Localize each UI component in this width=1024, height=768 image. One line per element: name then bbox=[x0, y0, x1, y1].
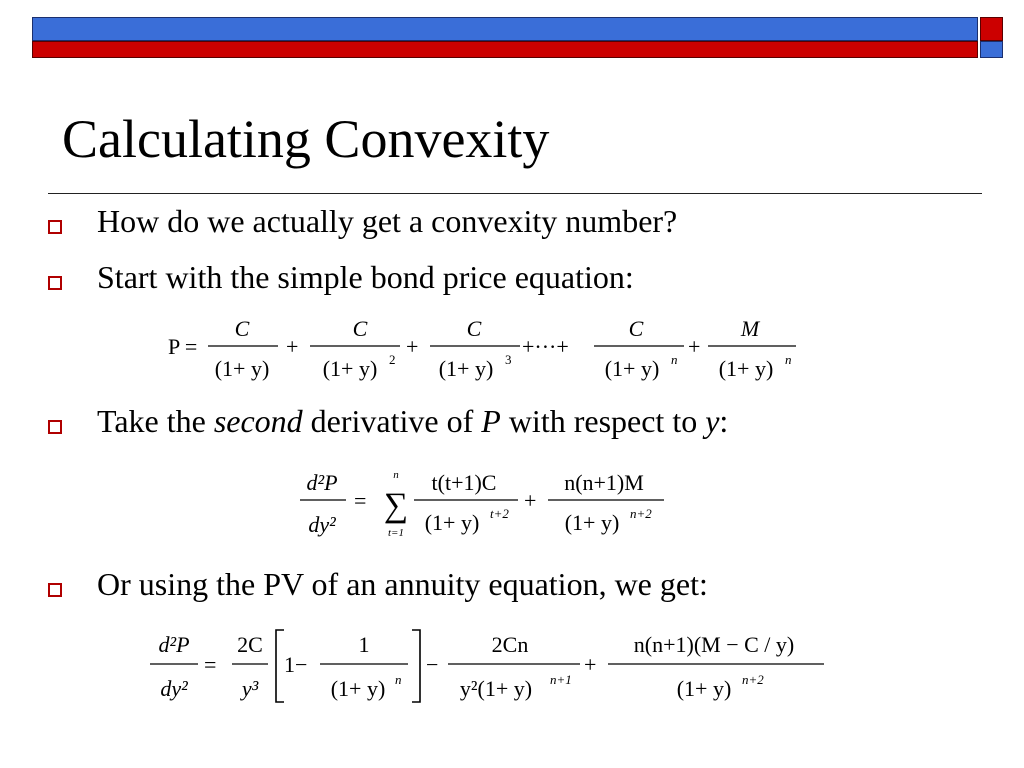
eq1-term5-den: (1+ y) bbox=[718, 356, 774, 381]
eq1-plus: + bbox=[286, 334, 299, 359]
bullet-square-icon bbox=[48, 276, 62, 290]
eq3-coef-den: y³ bbox=[241, 676, 259, 701]
eq2-term2-den: (1+ y) bbox=[564, 510, 620, 535]
eq1-lhs: P = bbox=[168, 334, 198, 359]
header-square-red bbox=[980, 17, 1003, 41]
equation-bond-price bbox=[160, 308, 810, 388]
eq3-inner-num: 1 bbox=[358, 632, 370, 657]
eq3-t2-den: y²(1+ y) bbox=[459, 676, 533, 701]
eq3-one-minus: 1− bbox=[284, 652, 308, 677]
eq2-equals: = bbox=[354, 488, 367, 513]
slide-title: Calculating Convexity bbox=[62, 109, 550, 169]
eq3-plus: + bbox=[584, 652, 597, 677]
right-bracket-icon bbox=[412, 630, 420, 702]
eq2-term1-exp: t+2 bbox=[490, 506, 509, 521]
eq2-lhs-num: d²P bbox=[306, 470, 338, 495]
bullet3-mid2: with respect to bbox=[500, 403, 706, 439]
eq2-term2-exp: n+2 bbox=[630, 506, 652, 521]
eq3-t3-exp: n+2 bbox=[742, 672, 764, 687]
bullet-square-icon bbox=[48, 220, 62, 234]
eq1-term1-den: (1+ y) bbox=[214, 356, 270, 381]
equation-annuity-convexity bbox=[144, 624, 834, 714]
eq1-plus: + bbox=[406, 334, 419, 359]
eq3-lhs-num: d²P bbox=[158, 632, 190, 657]
eq1-term4-num: C bbox=[628, 316, 644, 341]
eq1-term1-num: C bbox=[234, 316, 250, 341]
eq3-t3-den: (1+ y) bbox=[676, 676, 732, 701]
bullet3-em-p: P bbox=[481, 403, 501, 439]
eq1-dots: +···+ bbox=[522, 334, 569, 359]
bullet3-post: : bbox=[719, 403, 729, 439]
bullet-square-icon bbox=[48, 583, 62, 597]
eq3-minus: − bbox=[426, 652, 439, 677]
eq3-inner-den: (1+ y) bbox=[330, 676, 386, 701]
eq1-term2-den: (1+ y) bbox=[322, 356, 378, 381]
eq2-term1-den: (1+ y) bbox=[424, 510, 480, 535]
eq1-term3-num: C bbox=[466, 316, 482, 341]
header-bar-red bbox=[32, 41, 978, 58]
eq3-coef-num: 2C bbox=[237, 632, 263, 657]
eq2-sum-upper: n bbox=[393, 469, 399, 481]
eq3-inner-exp: n bbox=[395, 672, 402, 687]
eq1-term5-num: M bbox=[740, 316, 760, 341]
eq1-term3-exp: 3 bbox=[505, 352, 512, 367]
eq2-term1-num: t(t+1)C bbox=[431, 470, 497, 495]
bullet-square-icon bbox=[48, 420, 62, 434]
eq3-lhs-den: dy² bbox=[160, 676, 188, 701]
eq1-term4-den: (1+ y) bbox=[604, 356, 660, 381]
bullet3-mid: derivative of bbox=[302, 403, 482, 439]
bullet-text-4: Or using the PV of an annuity equation, we get: bbox=[97, 566, 708, 602]
eq1-term2-num: C bbox=[352, 316, 368, 341]
eq1-term4-exp: n bbox=[671, 352, 678, 367]
bullet-text-1: How do we actually get a convexity number? bbox=[97, 203, 678, 239]
left-bracket-icon bbox=[276, 630, 284, 702]
eq1-term5-exp: n bbox=[785, 352, 792, 367]
eq3-t2-exp: n+1 bbox=[550, 672, 572, 687]
eq1-term3-den: (1+ y) bbox=[438, 356, 494, 381]
sigma-icon: ∑ bbox=[383, 487, 409, 524]
eq1-term2-exp: 2 bbox=[389, 352, 396, 367]
eq2-plus: + bbox=[524, 488, 537, 513]
bullet3-pre: Take the bbox=[97, 403, 214, 439]
equation-second-derivative bbox=[296, 462, 676, 547]
eq2-lhs-den: dy² bbox=[308, 512, 336, 537]
bullet-text-2: Start with the simple bond price equation: bbox=[97, 259, 634, 295]
eq3-t2-num: 2Cn bbox=[491, 632, 529, 657]
header-square-blue bbox=[980, 41, 1003, 58]
eq1-plus: + bbox=[688, 334, 701, 359]
eq2-sum-lower: t=1 bbox=[388, 527, 404, 539]
bullet3-em-second: second bbox=[213, 403, 303, 439]
eq3-t3-num: n(n+1)(M − C / y) bbox=[633, 632, 795, 657]
eq2-term2-num: n(n+1)M bbox=[564, 470, 644, 495]
title-divider bbox=[48, 193, 982, 194]
eq3-equals: = bbox=[204, 652, 217, 677]
bullet-text-3 bbox=[97, 405, 728, 437]
bullet3-em-y: y bbox=[705, 403, 720, 439]
header-bar-blue bbox=[32, 17, 978, 41]
